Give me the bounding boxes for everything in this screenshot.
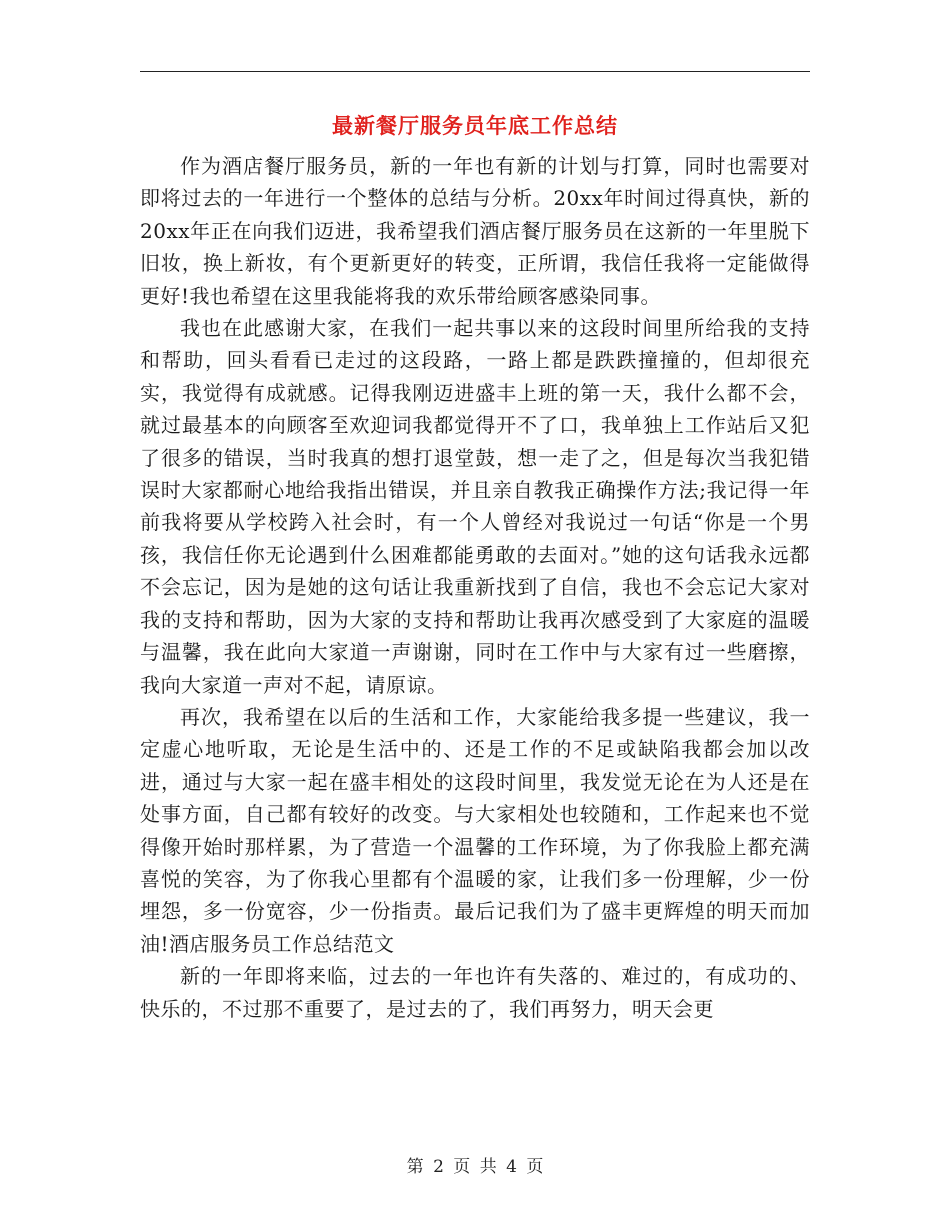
paragraph: 我也在此感谢大家，在我们一起共事以来的这段时间里所给我的支持和帮助，回头看看已走过的这段路，一路上都是跌跌撞撞的，但却很充实，我觉得有成就感。记得我刚迈进盛丰上班的第一天，我什么都不会，就过最基本的向顾客至欢迎词我都觉得开不了口，我单独上工作站后又犯了很多的错误，当时我真的想打退堂鼓，想一走了之，但是每次当我犯错误时大家都耐心地给我指出错误，并且亲自教我正确操作方法;我记得一年前我将要从学校跨入社会时，有一个人曾经对我说过一句话“你是一个男孩，我信任你无论遇到什么困难都能勇敢的去面对。”她的这句话我永远都不会忘记，因为是她的这句话让我重新找到了自信，我也不会忘记大家对我的支持和帮助，因为大家的支持和帮助让我再次感受到了大家庭的温暖与温馨，我在此向大家道一声谢谢，同时在工作中与大家有过一些磨擦，我向大家道一声对不起，请原谅。 (140, 316, 810, 697)
paragraph: 再次，我希望在以后的生活和工作，大家能给我多提一些建议，我一定虚心地听取，无论是生活中的、还是工作的不足或缺陷我都会加以改进，通过与大家一起在盛丰相处的这段时间里，我发觉无论在为人还是在处事方面，自己都有较好的改变。与大家相处也较随和，工作起来也不觉得像开始时那样累，为了营造一个温馨的工作环境，为了你我脸上都充满喜悦的笑容，为了你我心里都有个温暖的家，让我们多一份理解，少一份埋怨，多一份宽容，少一份指责。最后记我们为了盛丰更辉煌的明天而加油!酒店服务员工作总结范文 (140, 704, 810, 956)
paragraph: 新的一年即将来临，过去的一年也许有失落的、难过的，有成功的、快乐的，不过那不重要了，是过去的了，我们再努力，明天会更 (140, 964, 810, 1021)
document-title: 最新餐厅服务员年底工作总结 (332, 113, 618, 138)
paragraph: 作为酒店餐厅服务员，新的一年也有新的计划与打算，同时也需要对即将过去的一年进行一个整体的总结与分析。20xx年时间过得真快，新的20xx年正在向我们迈进，我希望我们酒店餐厅服务员在这新的一年里脱下旧妆，换上新妆，有个更新更好的转变，正所谓，我信任我将一定能做得更好!我也希望在这里我能将我的欢乐带给顾客感染同事。 (140, 154, 810, 308)
document-body (140, 150, 810, 1025)
header-rule (140, 71, 810, 72)
page-number-footer: 第 2 页 共 4 页 (406, 1157, 544, 1177)
